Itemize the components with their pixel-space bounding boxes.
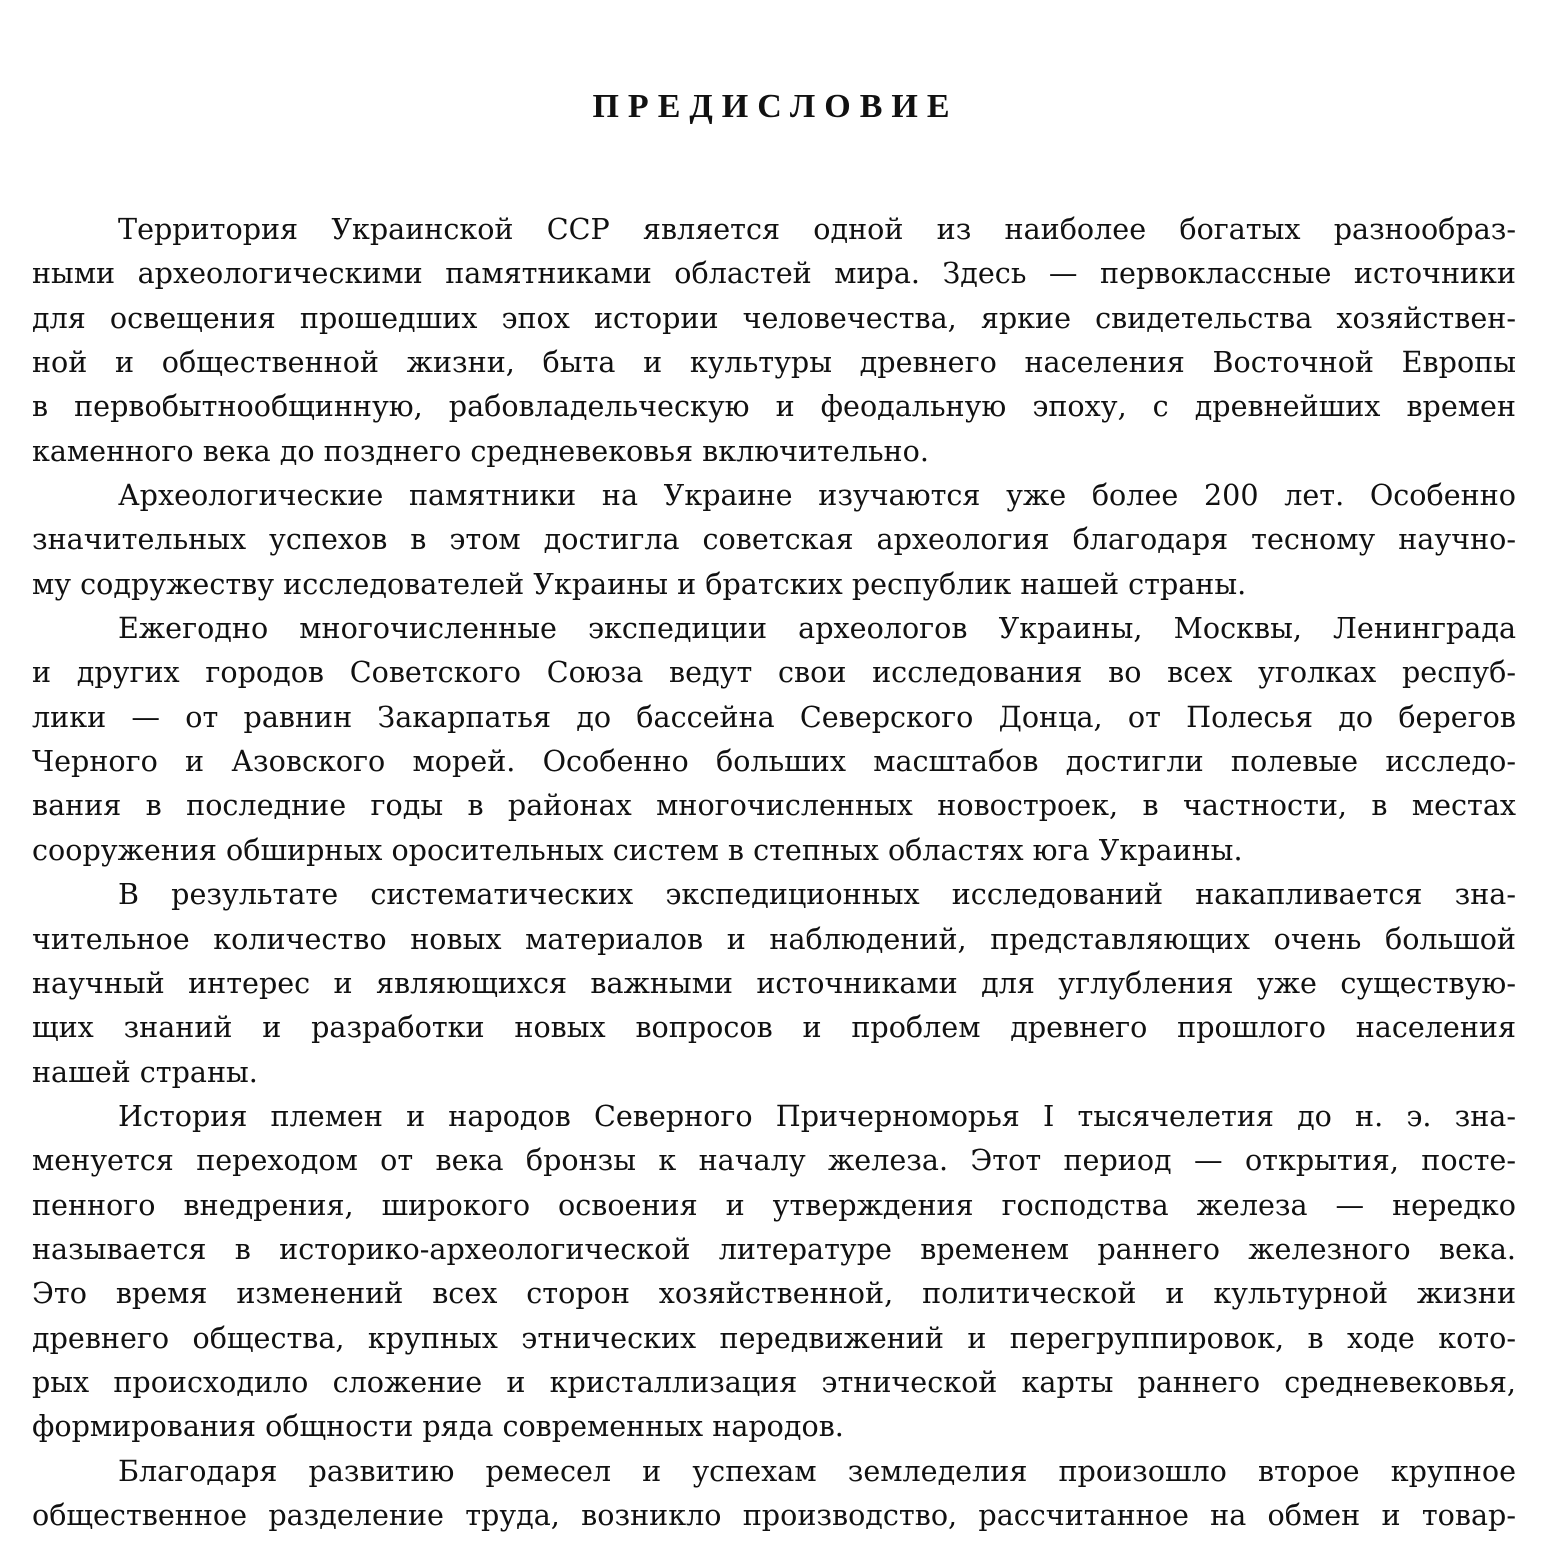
text-line: менуется переходом от века бронзы к началу железа. Этот период — открытия, посте- xyxy=(32,1143,1516,1178)
text-line: для освещения прошедших эпох истории человечества, яркие свидетельства хозяйствен- xyxy=(32,300,1516,335)
text-line: История племен и народов Северного Причерноморья I тысячелетия до н. э. зна- xyxy=(118,1098,1516,1133)
text-line: и других городов Советского Союза ведут свои исследования во всех уголках респуб- xyxy=(32,655,1516,690)
text-line: щих знаний и разработки новых вопросов и проблем древнего прошлого населения xyxy=(32,1010,1516,1045)
text-line: Черного и Азовского морей. Особенно больших масштабов достигли полевые исследо- xyxy=(32,744,1516,779)
text-line: Ежегодно многочисленные экспедиции археологов Украины, Москвы, Ленинграда xyxy=(118,611,1516,646)
paragraph-2 xyxy=(32,473,1516,606)
paragraph-5 xyxy=(32,1094,1516,1449)
text-line: пенного внедрения, широкого освоения и утверждения господства железа — нередко xyxy=(32,1187,1516,1222)
text-line: в первобытнообщинную, рабовладельческую и феодальную эпоху, с древнейших времен xyxy=(32,389,1516,424)
text-line: ными археологическими памятниками областей мира. Здесь — первоклассные источники xyxy=(32,256,1516,291)
text-line: рых происходило сложение и кристаллизация этнической карты раннего средневековья, xyxy=(32,1364,1516,1399)
text-line: чительное количество новых материалов и наблюдений, представляющих очень большой xyxy=(32,921,1516,956)
text-line: нашей страны. xyxy=(32,1054,258,1089)
paragraph-1 xyxy=(32,207,1516,473)
text-line: значительных успехов в этом достигла советская археология благодаря тесному научно- xyxy=(32,522,1516,557)
paragraph-4 xyxy=(32,872,1516,1094)
page-title: ПРЕДИСЛОВИЕ xyxy=(592,88,959,125)
paragraph-6 xyxy=(32,1449,1516,1538)
text-line: ной и общественной жизни, быта и культуры древнего населения Восточной Европы xyxy=(32,345,1516,380)
text-line: Благодаря развитию ремесел и успехам земледелия произошло второе крупное xyxy=(118,1453,1516,1488)
text-line: древнего общества, крупных этнических передвижений и перегруппировок, в ходе кото- xyxy=(32,1320,1516,1355)
body-text xyxy=(32,207,1516,1537)
text-line: называется в историко-археологической литературе временем раннего железного века. xyxy=(32,1231,1516,1266)
text-line: В результате систематических экспедиционных исследований накапливается зна- xyxy=(118,877,1516,912)
text-line: вания в последние годы в районах многочисленных новостроек, в частности, в местах xyxy=(32,788,1516,823)
text-line: сооружения обширных оросительных систем в степных областях юга Украины. xyxy=(32,832,1243,867)
text-line: каменного века до позднего средневековья включительно. xyxy=(32,433,929,468)
text-line: Территория Украинской ССР является одной из наиболее богатых разнообраз- xyxy=(118,212,1516,246)
text-line: формирования общности ряда современных народов. xyxy=(32,1409,844,1444)
text-line: научный интерес и являющихся важными источниками для углубления уже существую- xyxy=(32,965,1516,1000)
paragraph-3 xyxy=(32,606,1516,872)
text-line: общественное разделение труда, возникло производство, рассчитанное на обмен и товар- xyxy=(32,1497,1516,1532)
text-line: лики — от равнин Закарпатья до бассейна Северского Донца, от Полесья до берегов xyxy=(32,699,1516,734)
text-line: му содружеству исследователей Украины и братских республик нашей страны. xyxy=(32,566,1247,601)
text-line: Археологические памятники на Украине изучаются уже более 200 лет. Особенно xyxy=(118,478,1516,513)
text-line: Это время изменений всех сторон хозяйственной, политической и культурной жизни xyxy=(32,1276,1516,1311)
